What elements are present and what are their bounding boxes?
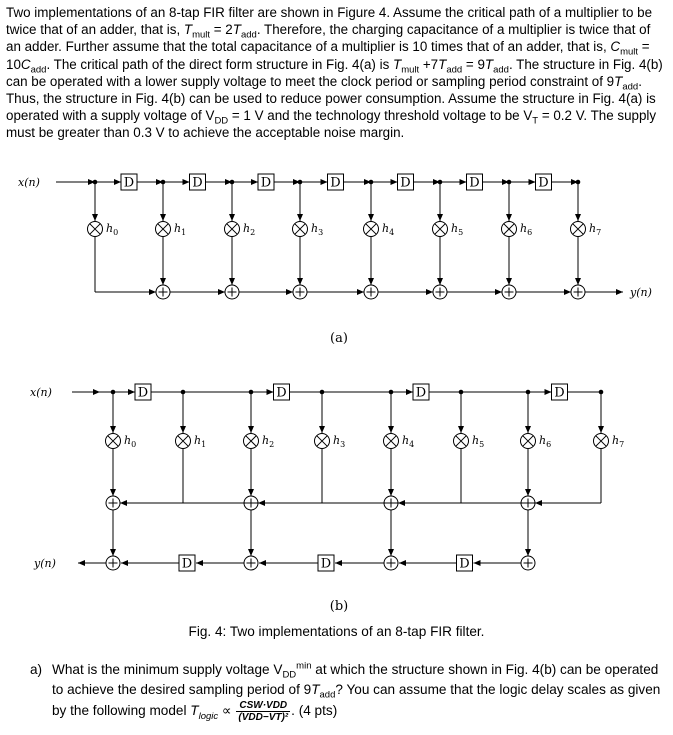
tap-letter: h bbox=[194, 434, 202, 447]
tap-index: 4 bbox=[389, 228, 395, 237]
delay-label: D bbox=[320, 556, 332, 572]
multiplier-3 bbox=[293, 222, 324, 238]
tap-coefficient-label bbox=[106, 222, 118, 237]
tap-coefficient-label bbox=[451, 222, 463, 237]
delay-label: D bbox=[469, 175, 480, 191]
tap-letter: h bbox=[589, 222, 597, 235]
tap-index: 5 bbox=[458, 228, 464, 237]
sublabel-b: (b) bbox=[329, 599, 349, 614]
tap-letter: h bbox=[333, 434, 341, 447]
tap-coefficient-label bbox=[539, 434, 551, 449]
delay-element bbox=[274, 384, 290, 401]
adder bbox=[244, 556, 258, 570]
delay-model-fraction: $\frac{\text{CSW·VDD}}{\text{(VDD−VT)²}}$ bbox=[238, 700, 289, 723]
tap-coefficient-label bbox=[382, 222, 394, 237]
tap-letter: h bbox=[243, 222, 251, 235]
direct-form-structure bbox=[18, 174, 652, 346]
tap-index: 2 bbox=[250, 228, 256, 237]
tap-letter: h bbox=[262, 434, 270, 447]
tap-coefficient-label bbox=[589, 222, 601, 237]
delay-label: D bbox=[123, 175, 135, 191]
multiplier-4 bbox=[364, 222, 395, 238]
tap-coefficient-label bbox=[520, 222, 532, 237]
multiplier-4 bbox=[384, 434, 415, 450]
output-label: y(n) bbox=[34, 557, 56, 570]
question-body: What is the minimum supply voltage $V_{DD}^{min}$ at which the structure shown in Fig. 4(b) can be operated to achieve the desired sampling period of $9T_{add}$? You can assume that the logic delay scales as given by the following model $T_{logic}$ ∝ $\frac{\text{CSW·VDD}}{\text{(VDD−VT)²}}$ . (4 pts) bbox=[52, 660, 661, 723]
adder bbox=[225, 285, 239, 299]
multiplier-0 bbox=[88, 222, 119, 238]
tap-index: 7 bbox=[619, 440, 625, 449]
delay-label: D bbox=[330, 175, 341, 191]
multiplier-5 bbox=[433, 222, 464, 238]
adder bbox=[106, 556, 120, 570]
delay-element bbox=[121, 174, 137, 191]
tap-index: 6 bbox=[546, 440, 552, 449]
multiplier-1 bbox=[156, 222, 187, 238]
tap-letter: h bbox=[174, 222, 182, 235]
delay-element bbox=[318, 555, 334, 572]
figure-caption: Fig. 4: Two implementations of an 8-tap FIR filter. bbox=[188, 624, 485, 639]
adder bbox=[521, 556, 535, 570]
adder bbox=[156, 285, 170, 299]
delay-element bbox=[457, 555, 473, 572]
tap-letter: h bbox=[382, 222, 390, 235]
tap-coefficient-label bbox=[124, 434, 136, 449]
tap-index: 0 bbox=[113, 228, 119, 237]
tap-letter: h bbox=[612, 434, 620, 447]
tap-letter: h bbox=[106, 222, 114, 235]
tap-coefficient-label bbox=[311, 222, 323, 237]
tap-index: 6 bbox=[527, 228, 533, 237]
tap-index: 7 bbox=[596, 228, 602, 237]
delay-label: D bbox=[181, 556, 193, 572]
multiplier-1 bbox=[176, 434, 207, 450]
multiplier-2 bbox=[244, 434, 275, 450]
tap-letter: h bbox=[539, 434, 547, 447]
multiplier-3 bbox=[315, 434, 346, 450]
tap-index: 1 bbox=[181, 228, 187, 237]
problem-statement: Two implementations of an 8-tap FIR filter are shown in Figure 4. Assume the critical path of a multiplier to be twice that of an adder, that is, $T_{mult} = 2T_{add}$. Therefore, the charging capacitance of a multiplier is twice that of an adder. Further assume that the total capacitance of a multiplier is 10 times that of an adder, that is, $C_{mult} = 10C_{add}$. The critical path of the direct form structure in Fig. 4(a) is $T_{mult} +7T_{add} = 9T_{add}$. The structure in Fig. 4(b) can be operated with a lower supply voltage to meet the clock period or sampling period constraint of $9T_{add}$. Thus, the structure in Fig. 4(b) can be used to reduce power consumption. Assume the structure in Fig. 4(a) is operated with a supply voltage of $V_{DD} = 1$ V and the technology threshold voltage to be $V_T = 0.2$ V. The supply must be greater than 0.3 V to achieve the acceptable noise margin. bbox=[6, 5, 663, 141]
adder bbox=[293, 285, 307, 299]
adder bbox=[433, 285, 447, 299]
tap-coefficient-label bbox=[612, 434, 624, 449]
delay-label: D bbox=[538, 175, 549, 191]
delay-element bbox=[398, 174, 414, 191]
bus-end-mask bbox=[602, 390, 673, 394]
transposed-form-structure bbox=[30, 384, 673, 614]
output-label: y(n) bbox=[630, 286, 652, 299]
adder bbox=[502, 285, 516, 299]
delay-label: D bbox=[400, 175, 411, 191]
multiplier-7 bbox=[571, 222, 602, 238]
tap-coefficient-label bbox=[174, 222, 186, 237]
tap-letter: h bbox=[451, 222, 459, 235]
tap-index: 1 bbox=[201, 440, 207, 449]
delay-element bbox=[536, 174, 552, 191]
delay-element bbox=[190, 174, 206, 191]
delay-element bbox=[179, 555, 195, 572]
delay-label: D bbox=[415, 385, 427, 401]
delay-label: D bbox=[137, 385, 149, 401]
tap-letter: h bbox=[124, 434, 132, 447]
multiplier-2 bbox=[225, 222, 256, 238]
delay-label: D bbox=[554, 385, 565, 401]
delay-element bbox=[135, 384, 151, 401]
delay-element bbox=[467, 174, 483, 191]
input-label: x(n) bbox=[18, 176, 40, 189]
delay-element bbox=[258, 174, 274, 191]
delay-element bbox=[413, 384, 429, 401]
delay-element bbox=[552, 384, 568, 401]
tap-letter: h bbox=[472, 434, 480, 447]
delay-label: D bbox=[192, 175, 203, 191]
tap-index: 0 bbox=[131, 440, 137, 449]
tap-coefficient-label bbox=[402, 434, 414, 449]
tap-coefficient-label bbox=[472, 434, 484, 449]
tap-coefficient-label bbox=[243, 222, 255, 237]
tap-letter: h bbox=[311, 222, 319, 235]
tap-index: 4 bbox=[409, 440, 415, 449]
tap-coefficient-label bbox=[333, 434, 345, 449]
adder bbox=[364, 285, 378, 299]
tap-letter: h bbox=[520, 222, 528, 235]
multiplier-0 bbox=[106, 434, 137, 450]
adder bbox=[384, 556, 398, 570]
input-label: x(n) bbox=[30, 386, 52, 399]
multiplier-7 bbox=[594, 434, 625, 450]
tap-letter: h bbox=[402, 434, 410, 447]
multiplier-6 bbox=[502, 222, 533, 238]
tap-coefficient-label bbox=[194, 434, 206, 449]
sublabel-a: (a) bbox=[330, 331, 348, 346]
tap-index: 2 bbox=[269, 440, 275, 449]
delay-label: D bbox=[276, 385, 287, 401]
question-a bbox=[30, 660, 662, 723]
delay-element bbox=[328, 174, 344, 191]
tap-index: 3 bbox=[318, 228, 324, 237]
tap-index: 3 bbox=[340, 440, 346, 449]
tap-index: 5 bbox=[479, 440, 485, 449]
tap-coefficient-label bbox=[262, 434, 274, 449]
multiplier-6 bbox=[521, 434, 552, 450]
delay-label: D bbox=[459, 556, 470, 572]
adder bbox=[106, 496, 120, 510]
multiplier-5 bbox=[454, 434, 485, 450]
adder bbox=[571, 285, 585, 299]
delay-label: D bbox=[260, 175, 272, 191]
question-label: a) bbox=[30, 662, 43, 677]
